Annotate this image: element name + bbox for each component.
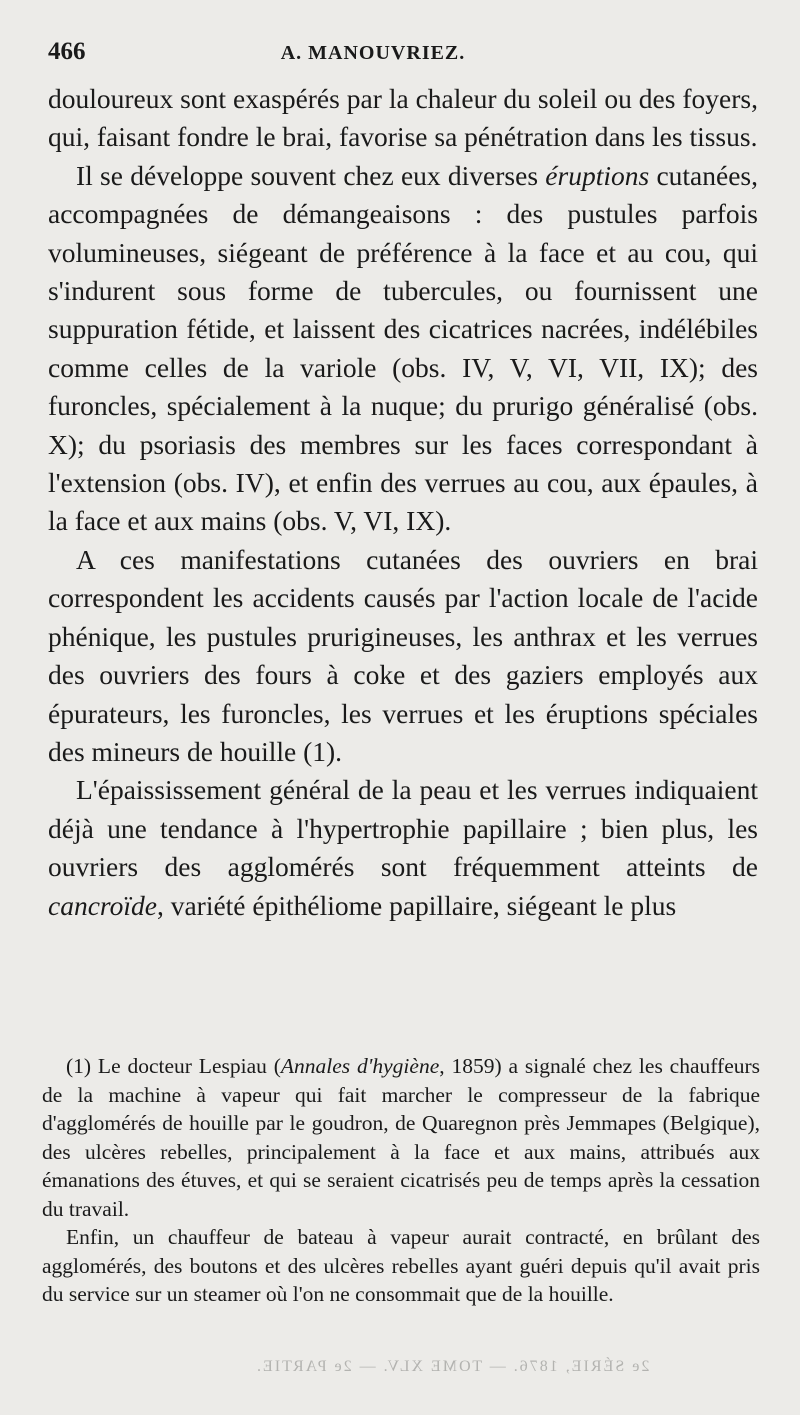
footnote-1	[42, 1052, 760, 1223]
footnote-2: Enfin, un chauffeur de bateau à vapeur aurait contracté, en brûlant des agglomérés, des boutons et des ulcères rebelles ayant guéri depuis qu'il avait pris du service sur un steamer où l'on ne consommait que de la houille.	[42, 1225, 760, 1306]
paragraph-text: Il se développe souvent chez eux diverses	[76, 159, 546, 191]
running-head: A. MANOUVRIEZ.	[280, 42, 466, 64]
page-number: 466	[48, 38, 86, 65]
italic-term: cancroïde	[48, 889, 157, 921]
paragraph-text: cutanées, accompagnées de démangeaisons : des pustules parfois volumineuses, siégeant de préférence à la face et au cou, qui s'indurent sous forme de tubercules, ou fournissent une suppuration fétide, et laissent des cicatrices nacrées, indélébiles comme celles de la variole (obs. IV, V, VI, VII, IX); des furoncles, spécialement à la nuque; du prurigo généralisé (obs. X); du psoriasis des membres sur les faces correspondant à l'extension (obs. IV), et enfin des verrues au cou, aux épaules, à la face et aux mains (obs. V, VI, IX).	[48, 159, 758, 537]
paragraph-eruptions	[48, 157, 758, 541]
page-header	[48, 38, 758, 72]
footnote-text: (1) Le docteur Lespiau (	[66, 1054, 281, 1078]
footnote-text: , 1859) a signalé chez les chauffeurs de la machine à vapeur qui fait marcher le compresseur de la fabrique d'agglomérés de houille par le goudron, de Quaregnon près Jemmapes (Belgique), des ulcères rebelles, principalement à la face et aux mains, attribués aux émanations des étuves, et qui se seraient cicatrisés peu de temps après la cessation du travail.	[42, 1054, 761, 1221]
italic-citation: Annales d'hygiène	[280, 1054, 440, 1078]
footnotes	[42, 1052, 760, 1309]
main-text	[48, 80, 758, 925]
italic-term: éruptions	[545, 159, 650, 191]
paragraph-text: L'épaississement général de la peau et les verrues indiquaient déjà une tendance à l'hypertrophie papillaire ; bien plus, les ouvriers des agglomérés sont fréquemment atteints de	[48, 774, 758, 883]
bleed-through-text: 2e SÉRIE, 1876. — TOME XLV. — 2e PARTIE.	[255, 1358, 650, 1375]
paragraph-manifestations: A ces manifestations cutanées des ouvriers en brai correspondent les accidents causés par l'action locale de l'acide phénique, les pustules prurigineuses, les anthrax et les verrues des ouvriers des fours à coke et des gaziers employés aux épurateurs, les furoncles, les verrues et les éruptions spéciales des mineurs de houille (1).	[48, 543, 758, 767]
paragraph-text: , variété épithéliome papillaire, siégeant le plus	[156, 889, 677, 921]
paragraph-hypertrophie	[48, 771, 758, 925]
paragraph-continued: douloureux sont exaspérés par la chaleur du soleil ou des foyers, qui, faisant fondre le brai, favorise sa pénétration dans les tissus.	[48, 83, 758, 153]
